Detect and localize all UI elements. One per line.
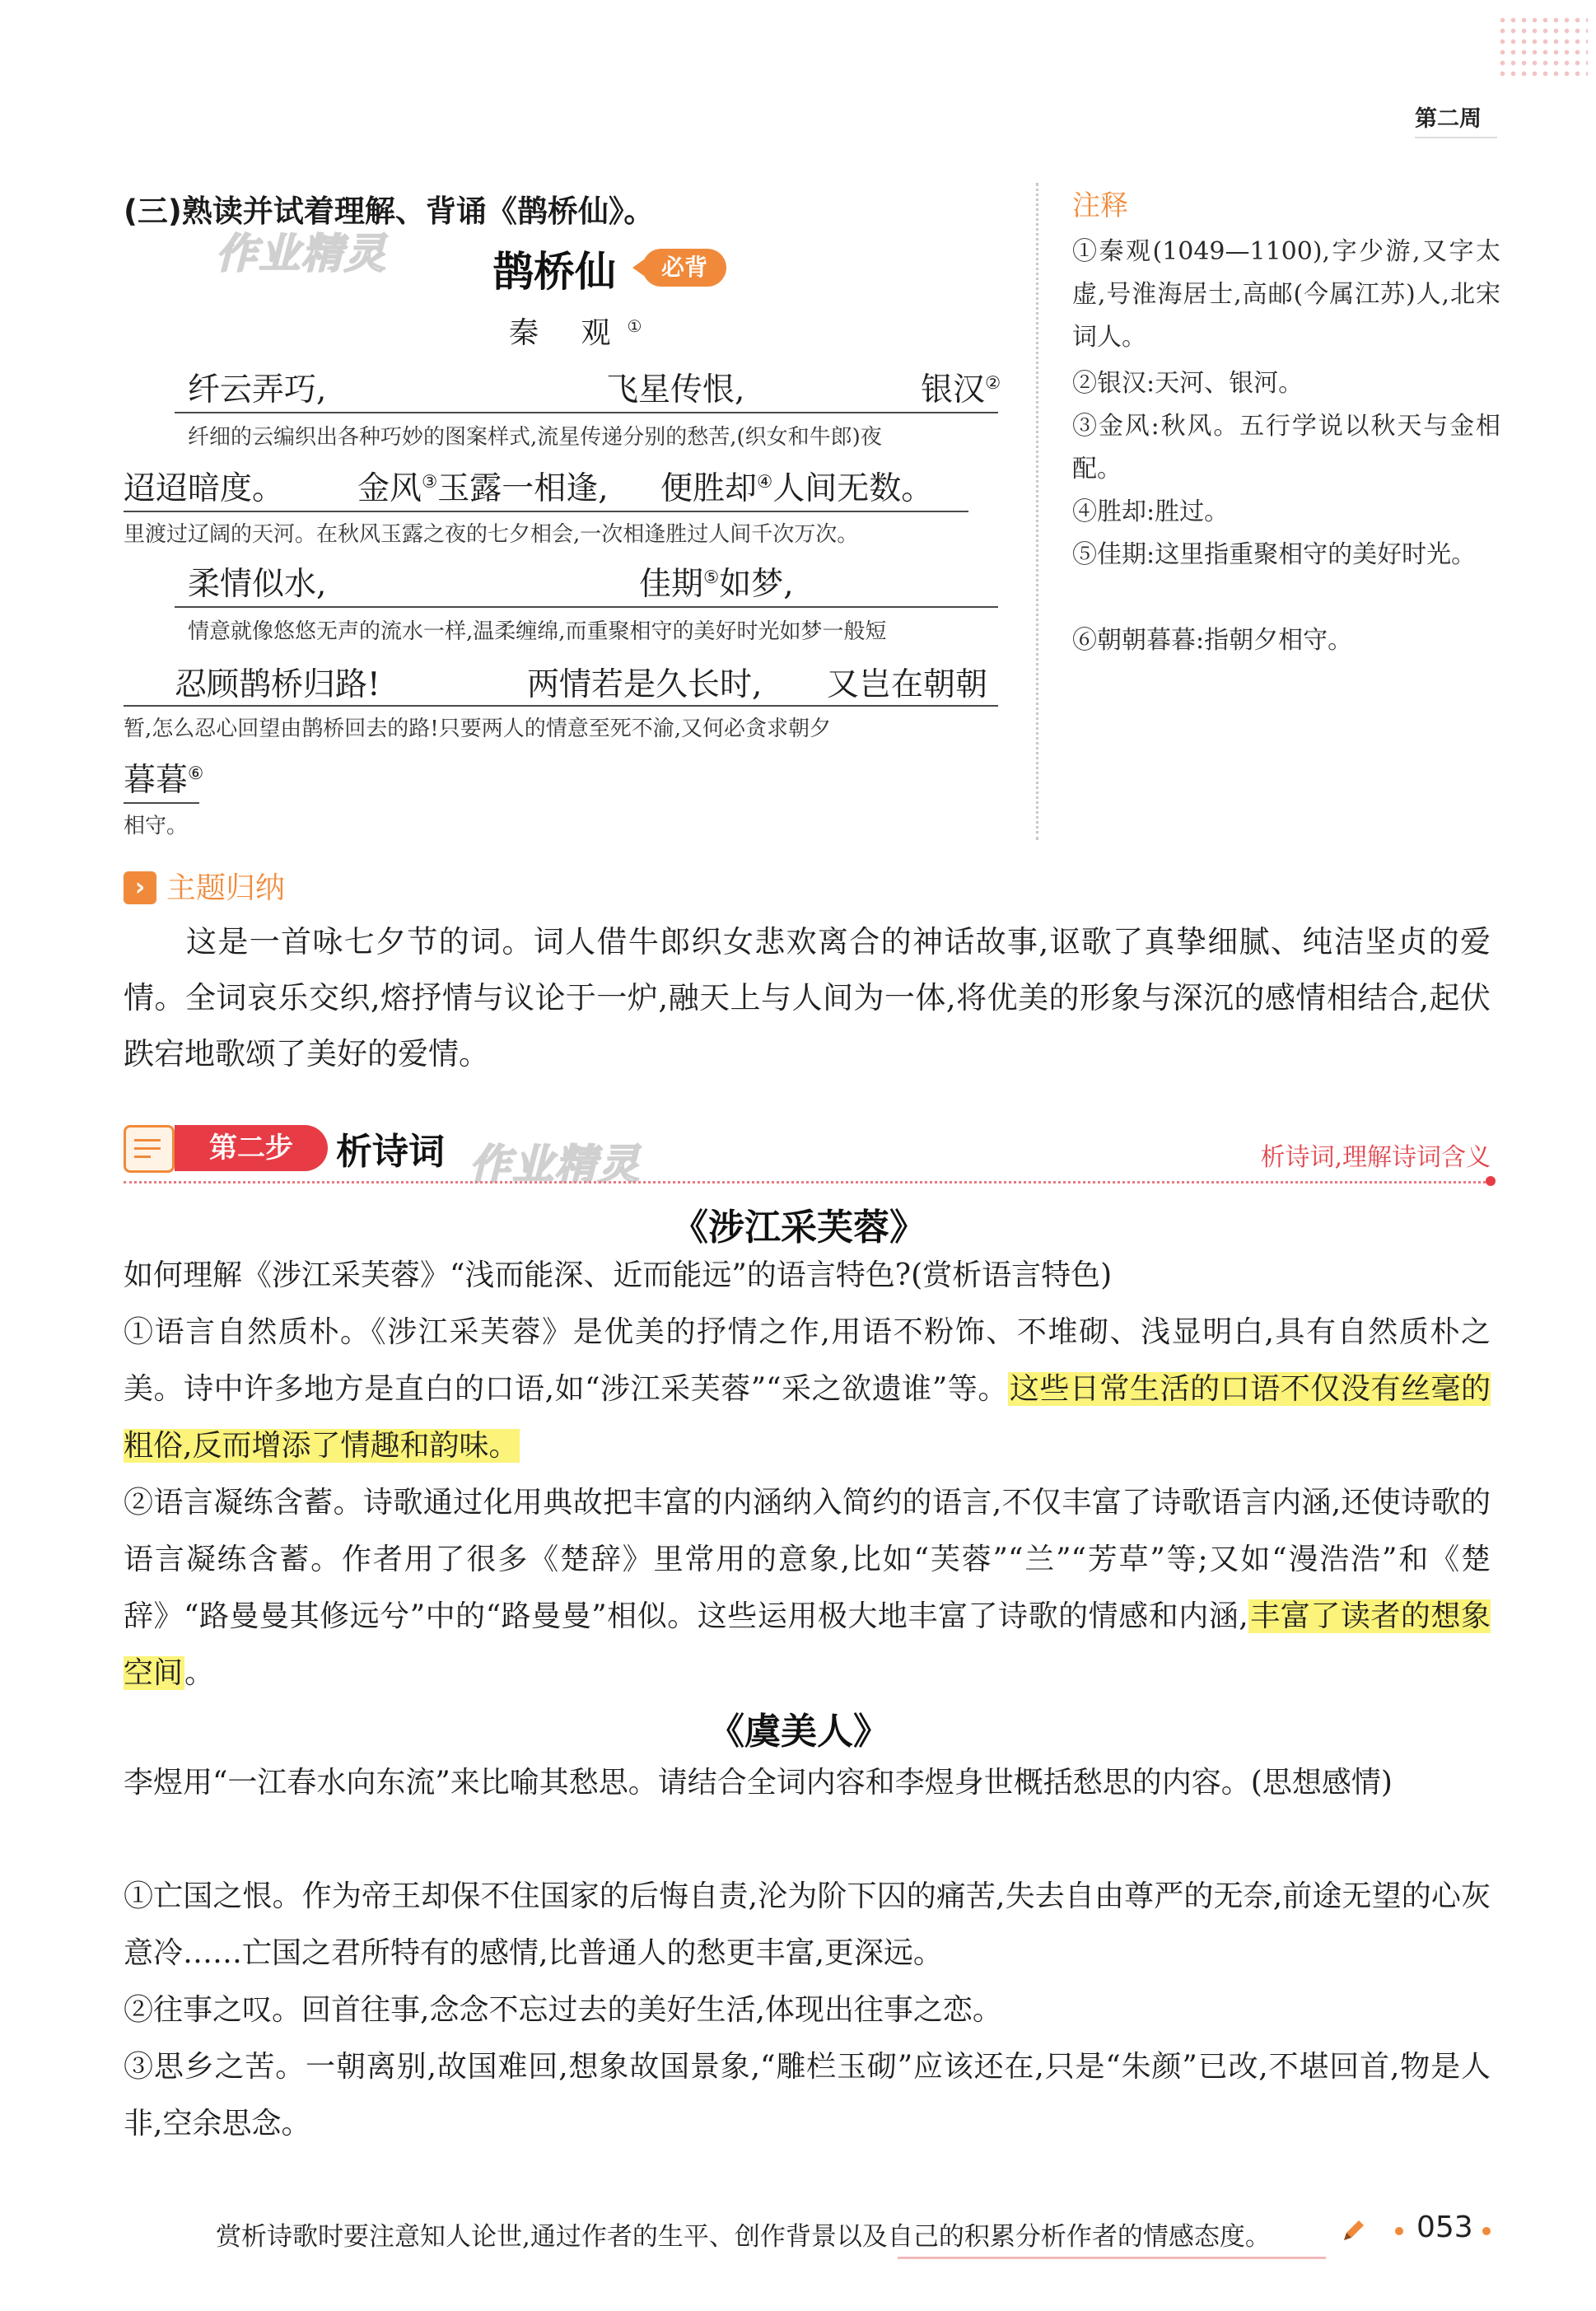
pen-icon	[1339, 2217, 1367, 2245]
page-dot-left	[1395, 2227, 1403, 2235]
poem-line-2c: 便胜却④人间无数。	[660, 470, 934, 507]
poem-title: 鹊桥仙	[492, 247, 616, 296]
translation-4: 暂,怎么忍心回望由鹊桥回去的路!只要两人的情意至死不渝,又何必贪求朝夕	[124, 717, 831, 741]
watermark-logo: 作业精灵	[469, 1141, 641, 1188]
underline	[175, 412, 998, 413]
note-1: ①秦观(1049—1100),字少游,又字太虚,号淮海居士,高邮(今属江苏)人,北宋词人。	[1072, 237, 1500, 352]
poem-line-1c: 银汉②	[921, 371, 1001, 409]
theme-paragraph: 这是一首咏七夕节的词。词人借牛郎织女悲欢离合的神话故事,讴歌了真挚细腻、纯洁坚贞的爱情。全词哀乐交织,熔抒情与议论于一炉,融天上与人间为一体,将优美的形象与深沉的感情相结合,起伏跌宕地歌颂了美好的爱情。	[124, 924, 1491, 1071]
note-5: ⑤佳期:这里指重聚相守的美好时光。	[1072, 540, 1477, 569]
theme-label: 主题归纳	[166, 871, 286, 905]
footer-tip: 赏析诗歌时要注意知人论世,通过作者的生平、创作背景以及自己的积累分析作者的情感态度。	[216, 2222, 1271, 2252]
must-recite-badge: 必背	[642, 249, 726, 287]
step-divider-dot	[1486, 1176, 1496, 1186]
step-title: 析诗词	[336, 1131, 445, 1173]
footer-underline	[898, 2257, 1326, 2259]
translation-5: 相守。	[124, 814, 189, 838]
week-label: 第二周	[1415, 106, 1482, 132]
translation-3: 情意就像悠悠无声的流水一样,温柔缠绵,而重聚相守的美好时光如梦一般短	[188, 619, 887, 644]
poem2-point1: ①亡国之恨。作为帝王却保不住国家的后悔自责,沦为阶下囚的痛苦,失去自由尊严的无奈,前途无望的心灰意冷……亡国之君所特有的感情,比普通人的愁更丰富,更深远。	[124, 1879, 1491, 1970]
underline	[124, 802, 199, 804]
poem-line-5a: 暮暮⑥	[124, 762, 204, 799]
watermark-logo: 作业精灵	[216, 230, 387, 278]
note-6: ⑥朝朝暮暮:指朝夕相守。	[1072, 626, 1353, 655]
notes-title: 注释	[1072, 189, 1128, 222]
week-underline	[1415, 137, 1497, 138]
translation-2: 里渡过辽阔的天河。在秋风玉露之夜的七夕相会,一次相逢胜过人间千次万次。	[124, 522, 859, 547]
highlight: 丰富了读者的想象空间	[124, 1599, 1491, 1690]
page-dot-right	[1482, 2227, 1491, 2235]
chevron-right-icon: ›	[124, 871, 156, 904]
underline	[175, 606, 998, 608]
translation-1: 纤细的云编织出各种巧妙的图案样式,流星传递分别的愁苦,(织女和牛郎)夜	[188, 425, 882, 450]
poem-line-3b: 佳期⑤如梦,	[639, 566, 794, 603]
note-4: ④胜却:胜过。	[1072, 497, 1230, 526]
notebook-icon	[124, 1125, 175, 1173]
poem2-point3: ③思乡之苦。一朝离别,故国难回,想象故国景象,“雕栏玉砌”应该还在,只是“朱颜”已改,不堪回首,物是人非,空余思念。	[124, 2050, 1491, 2141]
poem2-title: 《虞美人》	[708, 1711, 889, 1753]
poem-line-4a: 忍顾鹊桥归路!	[175, 666, 380, 703]
underline	[124, 511, 968, 512]
step-subtitle: 析诗词,理解诗词含义	[1260, 1143, 1491, 1172]
poem-line-1b: 飞星传恨,	[606, 371, 745, 409]
poem1-point2: ②语言凝练含蓄。诗歌通过化用典故把丰富的内涵纳入简约的语言,不仅丰富了诗歌语言内涵,还使诗歌的语言凝练含蓄。作者用了很多《楚辞》里常用的意象,比如“芙蓉”“兰”“芳草”等;又如“漫浩浩”和《楚辞》“路曼曼其修远兮”中的“路曼曼”相似。这些运用极大地丰富了诗歌的情感和内涵,丰富了读者的想象空间。	[124, 1486, 1491, 1690]
step-divider	[124, 1181, 1491, 1184]
poem1-point1: ①语言自然质朴。《涉江采芙蓉》是优美的抒情之作,用语不粉饰、不堆砌、浅显明白,具有自然质朴之美。诗中许多地方是直白的口语,如“涉江采芙蓉”“采之欲遗谁”等。这些日常生活的口语不仅没有丝毫的粗俗,反而增添了情趣和韵味。	[124, 1315, 1491, 1463]
page-number: 053	[1416, 2211, 1473, 2244]
highlight: 这些日常生活的口语不仅没有丝毫的粗俗,反而增添了情趣和韵味。	[124, 1372, 1491, 1463]
poem2-point2: ②往事之叹。回首往事,念念不忘过去的美好生活,体现出往事之恋。	[124, 1993, 1002, 2027]
step-badge: 第二步	[175, 1125, 328, 1171]
poem-line-1a: 纤云弄巧,	[188, 371, 327, 409]
note-2: ②银汉:天河、银河。	[1072, 369, 1304, 398]
note-3: ③金风:秋风。五行学说以秋天与金相配。	[1072, 412, 1500, 483]
poem-line-2a: 迢迢暗度。	[124, 470, 285, 507]
poem2-question: 李煜用“一江春水向东流”来比喻其愁思。请结合全词内容和李煜身世概括愁思的内容。(思想感情)	[124, 1766, 1393, 1800]
poem-author: 秦 观①	[509, 316, 642, 350]
underline	[124, 705, 998, 707]
poem-line-4c: 又岂在朝朝	[827, 666, 988, 703]
column-divider	[1036, 183, 1038, 840]
poem-line-3a: 柔情似水,	[188, 566, 327, 603]
poem1-question: 如何理解《涉江采芙蓉》“浅而能深、近而能远”的语言特色?(赏析语言特色)	[124, 1258, 1113, 1292]
section-title: (三)熟读并试着理解、背诵《鹊桥仙》。	[124, 194, 655, 229]
poem-line-2b: 金风③玉露一相逢,	[357, 470, 609, 507]
corner-dot-pattern	[1497, 15, 1588, 79]
poem-line-4b: 两情若是久长时,	[527, 666, 763, 703]
poem1-title: 《涉江采芙蓉》	[672, 1207, 926, 1249]
